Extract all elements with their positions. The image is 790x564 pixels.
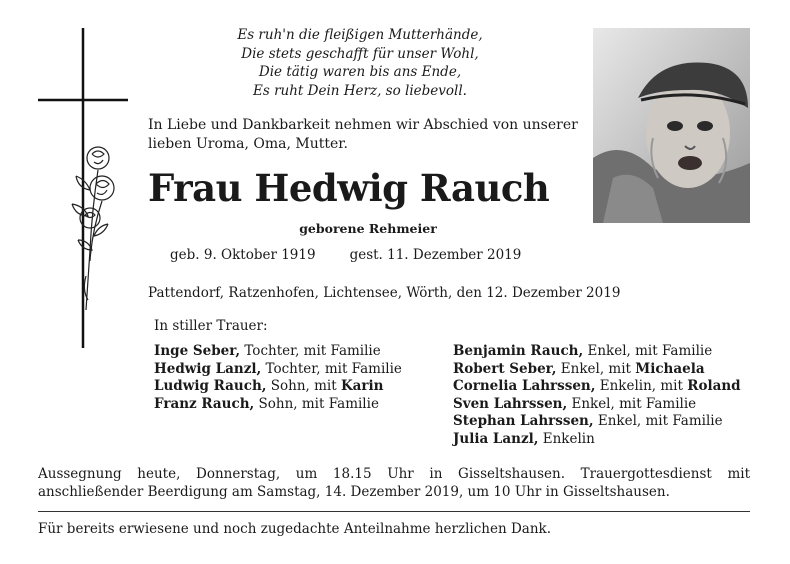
poem-line: Es ruht Dein Herz, so liebevoll. <box>253 82 467 99</box>
birth-date: geb. 9. Oktober 1919 <box>170 247 316 263</box>
mourners-right-list <box>453 343 741 448</box>
poem-line: Es ruh'n die fleißigen Mutterhände, <box>237 27 483 43</box>
mourner-row: Robert Seber, Enkel, mit Michaela <box>453 360 705 377</box>
mourner-row: Hedwig Lanzl, Tochter, mit Familie <box>154 360 402 377</box>
service-info: Aussegnung heute, Donnerstag, um 18.15 Uhr in Gisseltshausen. Trauergottesdienst mit anschließender Beerdigung am Samstag, 14. Dezember 2019, um 10 Uhr in Gisseltshausen. <box>38 466 750 500</box>
poem <box>150 26 570 100</box>
place-date: Pattendorf, Ratzenhofen, Lichtensee, Wörth, den 12. Dezember 2019 <box>148 285 621 301</box>
mourning-heading: In stiller Trauer: <box>154 318 268 334</box>
mourner-row: Franz Rauch, Sohn, mit Familie <box>154 395 379 412</box>
mourner-row: Ludwig Rauch, Sohn, mit Karin <box>154 378 384 394</box>
mourner-row: Inge Seber, Tochter, mit Familie <box>154 343 381 359</box>
poem-line: Die stets geschafft für unser Wohl, <box>241 45 479 62</box>
deceased-name: Frau Hedwig Rauch <box>148 166 550 210</box>
mourner-row: Stephan Lahrssen, Enkel, mit Familie <box>453 413 723 429</box>
mourners-left-list <box>154 343 402 413</box>
mourner-row: Cornelia Lahrssen, Enkelin, mit Roland <box>453 378 741 394</box>
cross-with-roses-icon <box>36 26 132 356</box>
life-dates <box>170 247 521 263</box>
thanks-text: Für bereits erwiesene und noch zugedachte Anteilnahme herzlichen Dank. <box>38 521 551 537</box>
poem-line: Die tätig waren bis ans Ende, <box>258 64 462 80</box>
mourner-row: Julia Lanzl, Enkelin <box>453 430 595 447</box>
portrait-photo <box>593 28 750 223</box>
mourner-row: Sven Lahrssen, Enkel, mit Familie <box>453 395 697 412</box>
intro-text: In Liebe und Dankbarkeit nehmen wir Abschied von unserer lieben Uroma, Oma, Mutter. <box>148 117 578 152</box>
death-date: gest. 11. Dezember 2019 <box>349 247 522 263</box>
mourner-row: Benjamin Rauch, Enkel, mit Familie <box>453 343 713 359</box>
maiden-name: geborene Rehmeier <box>299 221 437 236</box>
divider <box>38 511 750 512</box>
